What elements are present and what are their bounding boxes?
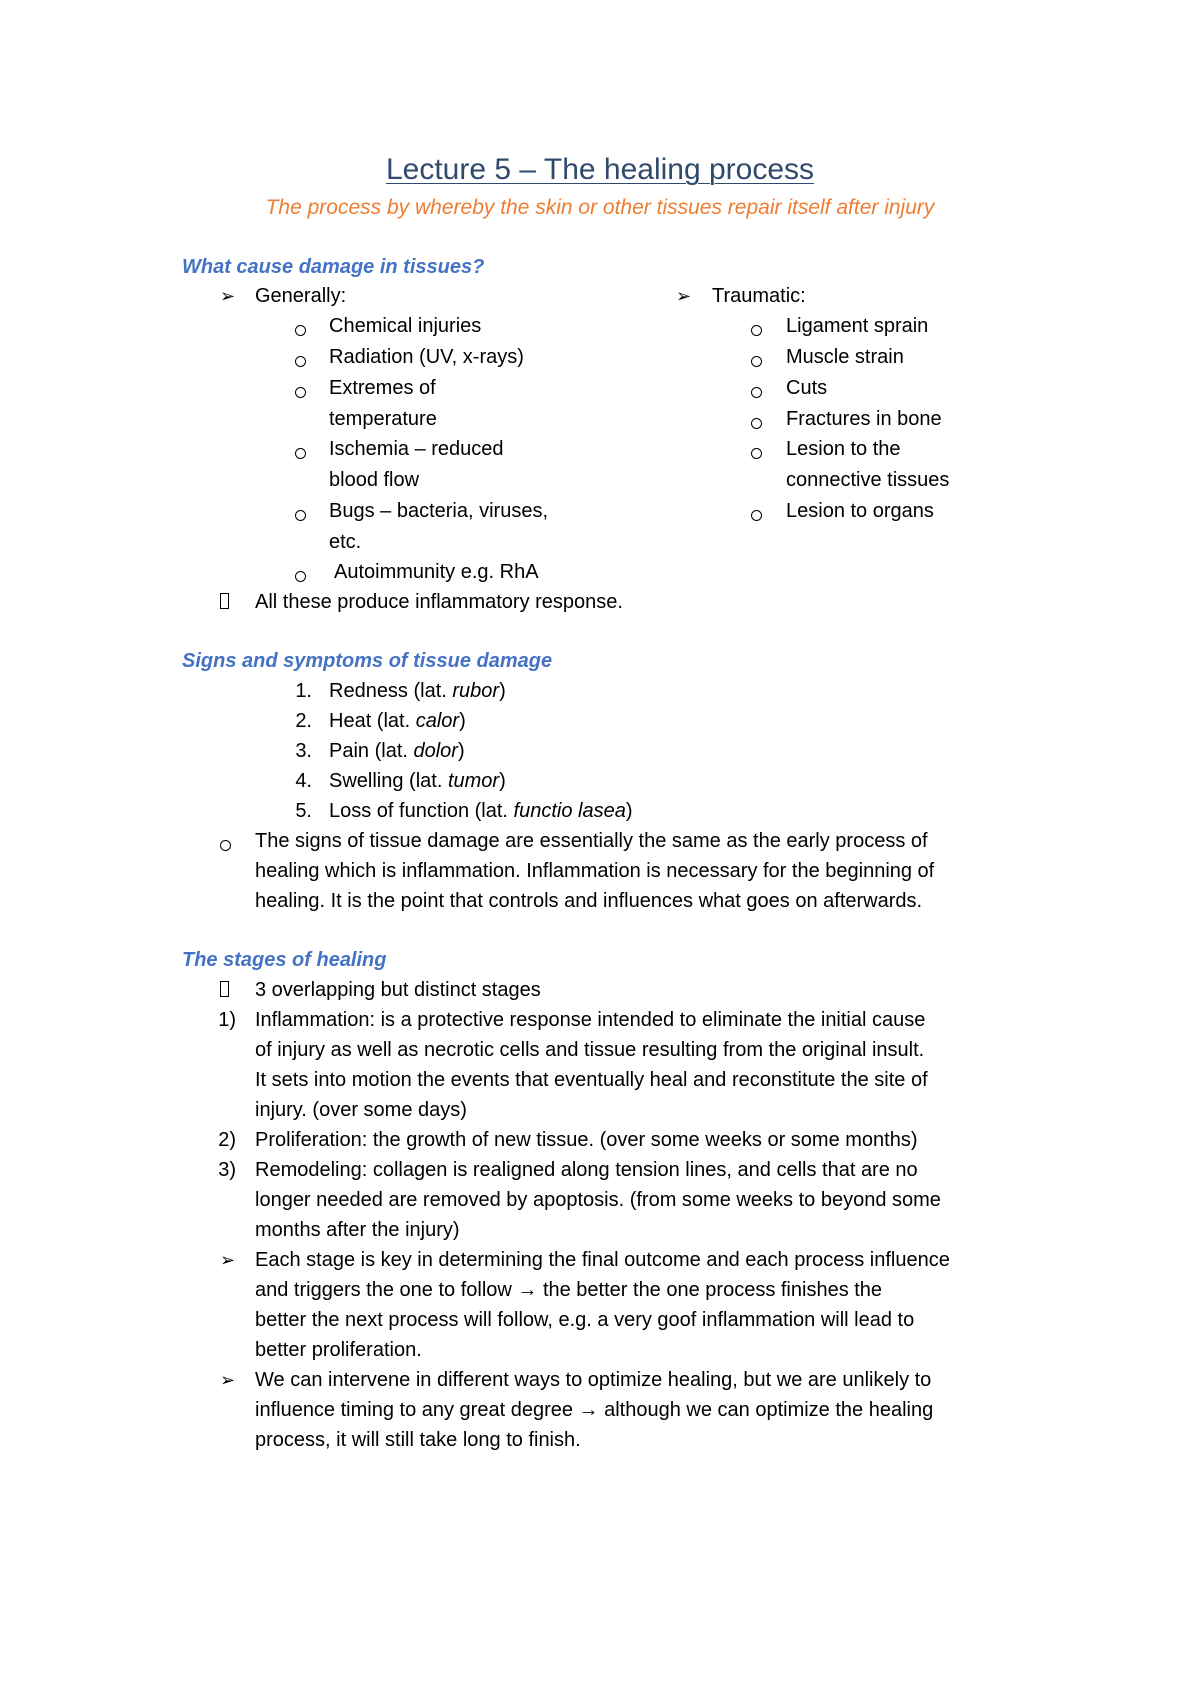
- arrow-bullet-icon: ➢: [220, 286, 236, 306]
- stages-intro: 3 overlapping but distinct stages: [255, 979, 541, 1001]
- traumatic-item: Muscle strain: [786, 346, 904, 368]
- stage-text: of injury as well as necrotic cells and tissue resulting from the original insult.: [255, 1039, 925, 1061]
- circle-bullet-icon: [220, 840, 231, 851]
- stage-text: longer needed are removed by apoptosis. (from some weeks to beyond some: [255, 1189, 941, 1211]
- list-number: 4.: [295, 770, 312, 792]
- circle-bullet-icon: [751, 418, 762, 429]
- arrow-bullet-icon: ➢: [676, 286, 692, 306]
- circle-bullet-icon: [295, 448, 306, 459]
- point-text: better the next process will follow, e.g. a very goof inflammation will lead to: [255, 1309, 915, 1331]
- section-heading-damage-causes: What cause damage in tissues?: [182, 256, 485, 278]
- circle-bullet-icon: [295, 325, 306, 336]
- signs-note: healing which is inflammation. Inflammation is necessary for the beginning of: [255, 860, 935, 882]
- arrow-bullet-icon: ➢: [220, 1370, 236, 1390]
- sign-item: Heat (lat. calor): [329, 710, 466, 732]
- circle-bullet-icon: [295, 387, 306, 398]
- implies-arrow-icon: →: [578, 1399, 599, 1421]
- stage-text: months after the injury): [255, 1219, 460, 1241]
- section-heading-signs: Signs and symptoms of tissue damage: [182, 650, 553, 672]
- stage-text: Inflammation: is a protective response intended to eliminate the initial cause: [255, 1009, 926, 1031]
- circle-bullet-icon: [751, 387, 762, 398]
- missing-glyph-icon: [220, 981, 229, 997]
- traumatic-item: Ligament sprain: [786, 315, 929, 337]
- cause-item-continued: temperature: [329, 408, 437, 430]
- stage-text: Proliferation: the growth of new tissue. (over some weeks or some months): [255, 1129, 918, 1151]
- stage-text: Remodeling: collagen is realigned along tension lines, and cells that are no: [255, 1159, 918, 1181]
- section-heading-stages: The stages of healing: [182, 949, 387, 971]
- sign-item: Loss of function (lat. functio lasea): [329, 800, 633, 822]
- circle-bullet-icon: [295, 510, 306, 521]
- circle-bullet-icon: [751, 325, 762, 336]
- point-text: and triggers the one to follow → the better the one process finishes the: [255, 1279, 883, 1301]
- stage-text: It sets into motion the events that eventually heal and reconstitute the site of: [255, 1069, 928, 1091]
- circle-bullet-icon: [295, 356, 306, 367]
- cause-item: Ischemia – reduced: [329, 438, 504, 460]
- cause-item: Autoimmunity e.g. RhA: [334, 561, 539, 583]
- signs-note: healing. It is the point that controls and influences what goes on afterwards.: [255, 890, 923, 912]
- point-text: process, it will still take long to finish.: [255, 1429, 581, 1451]
- list-number: 1.: [295, 680, 312, 702]
- circle-bullet-icon: [751, 510, 762, 521]
- cause-item: Radiation (UV, x-rays): [329, 346, 524, 368]
- traumatic-item: Lesion to the: [786, 438, 901, 460]
- point-text: better proliferation.: [255, 1339, 422, 1361]
- arrow-bullet-icon: ➢: [220, 1250, 236, 1270]
- point-text: Each stage is key in determining the final outcome and each process influence: [255, 1249, 950, 1271]
- list-number: 3): [218, 1159, 236, 1181]
- circle-bullet-icon: [751, 356, 762, 367]
- traumatic-item: Lesion to organs: [786, 500, 934, 522]
- list-number: 2): [218, 1129, 236, 1151]
- cause-item-continued: blood flow: [329, 469, 420, 491]
- signs-note: The signs of tissue damage are essentially the same as the early process of: [255, 830, 928, 852]
- circle-bullet-icon: [751, 448, 762, 459]
- list-number: 1): [218, 1009, 236, 1031]
- sign-item: Redness (lat. rubor): [329, 680, 506, 702]
- list-number: 5.: [295, 800, 312, 822]
- page-title: Lecture 5 – The healing process: [385, 153, 815, 186]
- sign-item: Pain (lat. dolor): [329, 740, 465, 762]
- list-number: 3.: [295, 740, 312, 762]
- sign-item: Swelling (lat. tumor): [329, 770, 506, 792]
- traumatic-item: Fractures in bone: [786, 408, 942, 430]
- list-number: 2.: [295, 710, 312, 732]
- cause-item-continued: etc.: [329, 531, 362, 553]
- traumatic-item-continued: connective tissues: [786, 469, 950, 491]
- summary-text: All these produce inflammatory response.: [255, 591, 623, 613]
- traumatic-label: Traumatic:: [712, 285, 806, 307]
- circle-bullet-icon: [295, 571, 306, 582]
- implies-arrow-icon: →: [517, 1279, 538, 1301]
- point-text: influence timing to any great degree → although we can optimize the healing: [255, 1399, 934, 1421]
- missing-glyph-icon: [220, 593, 229, 609]
- page-subtitle: The process by whereby the skin or other tissues repair itself after injury: [265, 196, 935, 219]
- cause-item: Bugs – bacteria, viruses,: [329, 500, 548, 522]
- traumatic-item: Cuts: [786, 377, 828, 399]
- point-text: We can intervene in different ways to optimize healing, but we are unlikely to: [255, 1369, 932, 1391]
- cause-item: Extremes of: [329, 377, 436, 399]
- cause-item: Chemical injuries: [329, 315, 482, 337]
- stage-text: injury. (over some days): [255, 1099, 467, 1121]
- generally-label: Generally:: [255, 285, 347, 307]
